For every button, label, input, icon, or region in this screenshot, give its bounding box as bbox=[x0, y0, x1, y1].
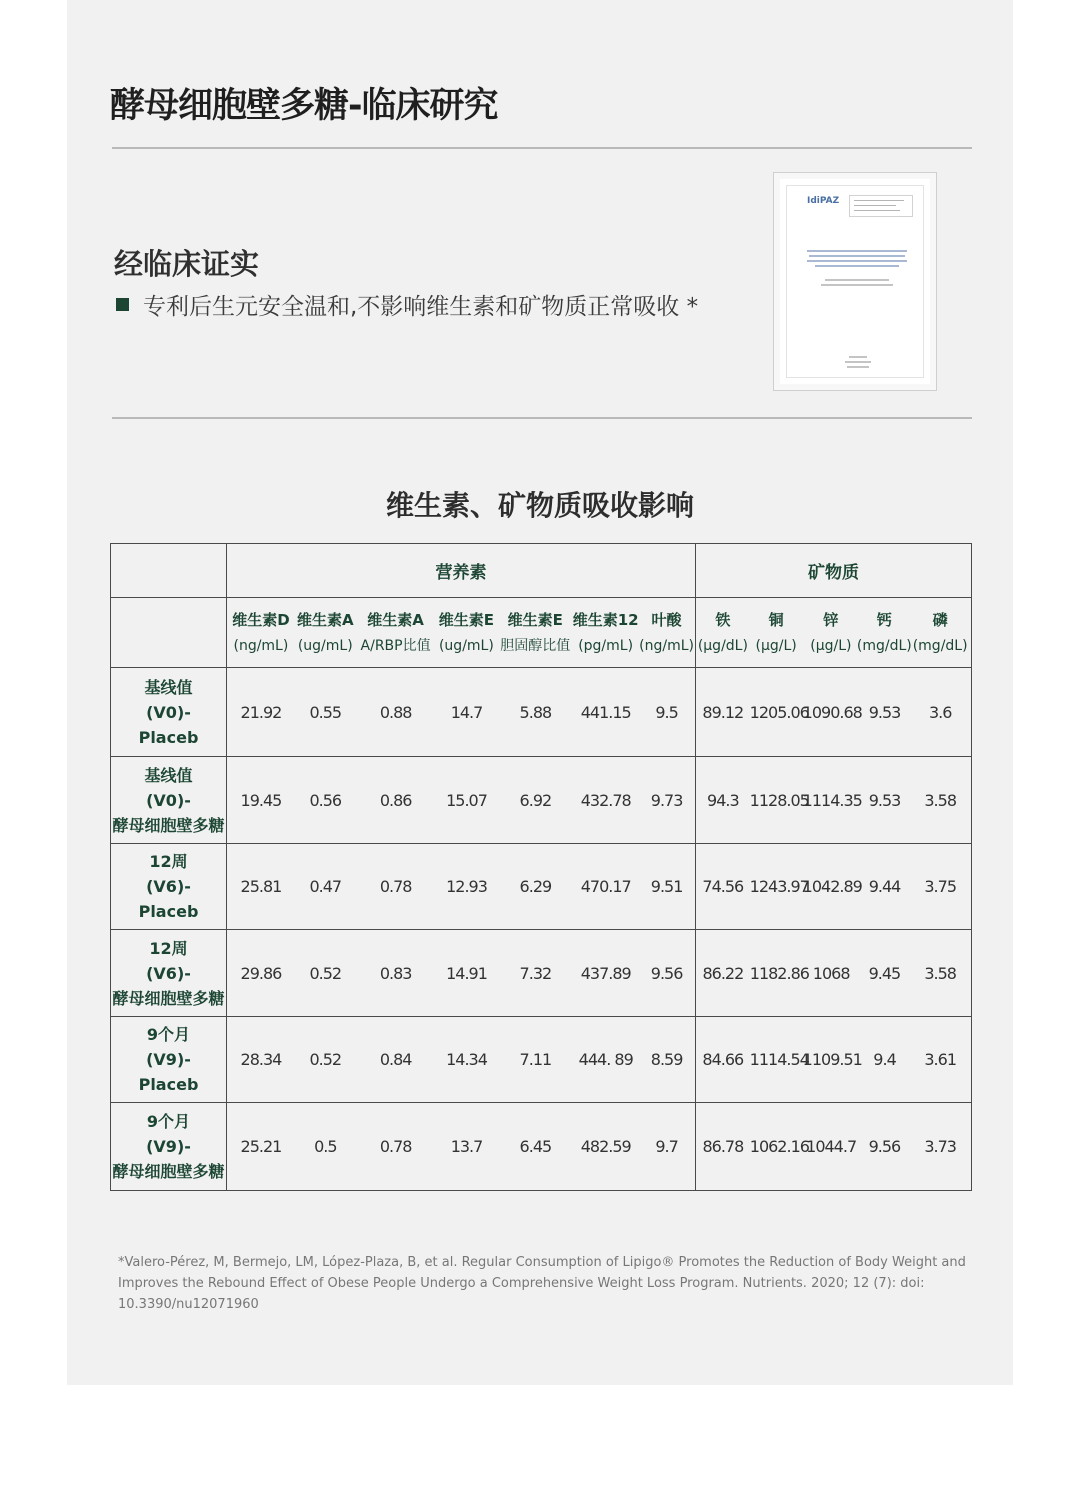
column-unit: (mg/dL) bbox=[856, 637, 912, 654]
value-cell: 3.73 bbox=[924, 1137, 956, 1156]
row-label bbox=[111, 668, 227, 757]
value-cell: 28.34 bbox=[240, 1050, 282, 1069]
value-cell: 9.53 bbox=[868, 790, 901, 810]
column-name: 维生素D bbox=[232, 610, 290, 629]
value-cell: 470.17 bbox=[580, 877, 631, 896]
value-cell: 9.56 bbox=[650, 963, 683, 983]
value-cell: 1128.05 bbox=[749, 790, 809, 810]
doc-header-box bbox=[849, 195, 913, 217]
row-label-line: 12周 bbox=[149, 938, 188, 958]
column-name: 磷 bbox=[932, 610, 948, 629]
doc-text-line bbox=[845, 361, 871, 363]
value-cell: 12.93 bbox=[446, 877, 487, 896]
value-cell: 0.83 bbox=[379, 963, 412, 983]
value-cell: 1243.97 bbox=[749, 877, 809, 896]
value-cell: 25.21 bbox=[240, 1137, 282, 1156]
nutrient-column-3 bbox=[356, 598, 436, 667]
column-unit: (ng/mL) bbox=[639, 637, 694, 654]
column-name: 叶酸 bbox=[651, 610, 682, 629]
column-unit: (mg/dL) bbox=[912, 637, 968, 654]
nutrient-column-5 bbox=[497, 598, 573, 667]
divider-middle bbox=[112, 417, 972, 419]
row-label-line: 酵母细胞壁多糖 bbox=[112, 988, 225, 1008]
row-label bbox=[111, 1017, 227, 1103]
value-cell: 1114.35 bbox=[802, 790, 862, 810]
value-cell: 14.7 bbox=[450, 702, 483, 722]
group-minerals: 矿物质 bbox=[696, 544, 972, 598]
value-cell: 1062.16 bbox=[749, 1137, 809, 1156]
row-label-line: 酵母细胞壁多糖 bbox=[112, 1162, 225, 1181]
absorption-table bbox=[110, 543, 972, 1191]
table-row bbox=[111, 1103, 972, 1191]
row-label-line: 12周 bbox=[149, 852, 188, 871]
value-cell: 9.5 bbox=[655, 702, 678, 722]
value-cell: 14.91 bbox=[446, 963, 487, 983]
row-label-line: Placeb bbox=[138, 727, 199, 747]
value-cell: 86.78 bbox=[702, 1137, 744, 1156]
doc-text-line bbox=[807, 260, 907, 262]
nutrient-column-1 bbox=[227, 598, 295, 667]
value-cell: 3.75 bbox=[924, 877, 956, 896]
value-cell: 437.89 bbox=[580, 963, 631, 983]
table-row bbox=[111, 930, 972, 1017]
value-cell: 1042.89 bbox=[802, 877, 862, 896]
nutrient-values bbox=[227, 930, 696, 1017]
nutrient-values bbox=[227, 668, 696, 757]
value-cell: 6.92 bbox=[519, 790, 552, 810]
value-cell: 441.15 bbox=[580, 702, 631, 722]
column-unit: (ng/mL) bbox=[233, 637, 289, 654]
doc-logo: IdiPAZ bbox=[807, 196, 840, 206]
value-cell: 3.58 bbox=[924, 963, 956, 983]
column-unit: (μg/L) bbox=[810, 637, 852, 654]
row-label-line: (V9)- bbox=[146, 1050, 191, 1069]
mineral-column-5 bbox=[909, 598, 971, 667]
column-name: 钙 bbox=[876, 610, 892, 629]
value-cell: 6.29 bbox=[519, 877, 552, 896]
row-label-line: Placeb bbox=[138, 1075, 199, 1094]
nutrient-column-6 bbox=[573, 598, 638, 667]
value-cell: 482.59 bbox=[580, 1137, 631, 1156]
value-cell: 6.45 bbox=[519, 1137, 552, 1156]
value-cell: 0.47 bbox=[309, 877, 342, 896]
value-cell: 0.88 bbox=[379, 702, 412, 722]
nutrient-values bbox=[227, 844, 696, 930]
doc-text-line bbox=[847, 366, 869, 368]
value-cell: 0.78 bbox=[379, 1137, 412, 1156]
value-cell: 9.44 bbox=[868, 877, 901, 896]
mineral-values bbox=[696, 1017, 972, 1103]
nutrient-column-headers bbox=[227, 598, 696, 668]
value-cell: 1090.68 bbox=[802, 702, 862, 722]
table-row bbox=[111, 844, 972, 930]
column-unit: (ug/mL) bbox=[297, 637, 353, 654]
mineral-column-3 bbox=[803, 598, 860, 667]
column-name: 维生素12 bbox=[572, 610, 639, 629]
value-cell: 1114.54 bbox=[749, 1050, 809, 1069]
value-cell: 25.81 bbox=[240, 877, 282, 896]
nutrient-column-4 bbox=[435, 598, 497, 667]
mineral-column-1 bbox=[696, 598, 750, 667]
value-cell: 3.6 bbox=[928, 702, 952, 722]
nutrient-column-2 bbox=[295, 598, 356, 667]
value-cell: 9.51 bbox=[650, 877, 683, 896]
column-name: 维生素A bbox=[296, 610, 354, 629]
value-cell: 0.52 bbox=[309, 1050, 342, 1069]
mineral-column-4 bbox=[856, 598, 912, 667]
mineral-column-headers bbox=[696, 598, 972, 668]
column-name: 铜 bbox=[768, 610, 784, 629]
value-cell: 1205.06 bbox=[749, 702, 809, 722]
column-unit: (μg/L) bbox=[755, 637, 797, 654]
clinical-heading: 经临床证实 bbox=[114, 247, 260, 281]
row-label-line: 基线值 bbox=[144, 677, 193, 697]
mineral-column-2 bbox=[750, 598, 803, 667]
value-cell: 0.86 bbox=[379, 790, 412, 810]
column-name: 维生素E bbox=[507, 610, 563, 629]
column-unit: (μg/dL) bbox=[697, 637, 748, 654]
value-cell: 84.66 bbox=[702, 1050, 744, 1069]
value-cell: 3.58 bbox=[924, 790, 956, 810]
table-row bbox=[111, 757, 972, 844]
value-cell: 86.22 bbox=[702, 963, 744, 983]
value-cell: 7.11 bbox=[519, 1050, 552, 1069]
value-cell: 8.59 bbox=[650, 1050, 683, 1069]
value-cell: 89.12 bbox=[702, 702, 744, 722]
column-name: 维生素E bbox=[438, 610, 495, 629]
value-cell: 0.55 bbox=[309, 702, 342, 722]
column-name: 维生素A bbox=[367, 610, 424, 629]
group-nutrients: 营养素 bbox=[227, 544, 696, 598]
value-cell: 0.5 bbox=[314, 1137, 337, 1156]
value-cell: 9.56 bbox=[868, 1137, 901, 1156]
mineral-values bbox=[696, 844, 972, 930]
value-cell: 5.88 bbox=[519, 702, 552, 722]
value-cell: 74.56 bbox=[702, 877, 744, 896]
table-row bbox=[111, 668, 972, 757]
value-cell: 444. 89 bbox=[578, 1050, 633, 1069]
value-cell: 9.53 bbox=[868, 702, 901, 722]
doc-text-line bbox=[821, 284, 893, 286]
column-name: 锌 bbox=[823, 610, 839, 629]
value-cell: 0.84 bbox=[379, 1050, 412, 1069]
value-cell: 29.86 bbox=[240, 963, 282, 983]
row-label-line: (V0)- bbox=[146, 790, 191, 810]
nutrient-column-7 bbox=[638, 598, 695, 667]
value-cell: 0.52 bbox=[309, 963, 342, 983]
column-unit: A/RBP比值 bbox=[360, 637, 431, 654]
value-cell: 1182.86 bbox=[749, 963, 809, 983]
value-cell: 13.7 bbox=[450, 1137, 483, 1156]
row-label-line: (V6)- bbox=[146, 877, 191, 896]
row-label-line: (V0)- bbox=[146, 702, 191, 722]
row-label-line: 9个月 bbox=[146, 1112, 191, 1131]
group-header-row bbox=[111, 544, 972, 598]
corner-cell bbox=[111, 598, 227, 668]
claim-text: 专利后生元安全温和,不影响维生素和矿物质正常吸收 * bbox=[143, 294, 699, 320]
row-label-line: 酵母细胞壁多糖 bbox=[112, 815, 225, 835]
row-label-line: (V6)- bbox=[146, 963, 191, 983]
nutrient-values bbox=[227, 1017, 696, 1103]
row-label bbox=[111, 1103, 227, 1191]
value-cell: 21.92 bbox=[240, 702, 282, 722]
doc-text-line bbox=[807, 250, 907, 252]
row-label-line: (V9)- bbox=[146, 1137, 191, 1156]
table-row bbox=[111, 1017, 972, 1103]
doc-text-line bbox=[809, 255, 905, 257]
row-label bbox=[111, 757, 227, 844]
page-title: 酵母细胞壁多糖-临床研究 bbox=[110, 86, 498, 126]
column-unit: (ug/mL) bbox=[438, 637, 494, 654]
value-cell: 9.4 bbox=[873, 1050, 896, 1069]
report-document-thumbnail bbox=[773, 172, 937, 391]
value-cell: 15.07 bbox=[446, 790, 487, 810]
corner-cell bbox=[111, 544, 227, 598]
row-label-line: 9个月 bbox=[146, 1025, 191, 1044]
doc-text-line bbox=[815, 265, 899, 267]
column-name: 铁 bbox=[715, 610, 731, 629]
value-cell: 1044.7 bbox=[806, 1137, 857, 1156]
mineral-values bbox=[696, 930, 972, 1017]
value-cell: 9.73 bbox=[650, 790, 683, 810]
value-cell: 9.45 bbox=[868, 963, 901, 983]
doc-text-line bbox=[849, 356, 867, 358]
value-cell: 432.78 bbox=[580, 790, 631, 810]
column-header-row bbox=[111, 598, 972, 668]
table-heading: 维生素、矿物质吸收影响 bbox=[385, 489, 694, 522]
mineral-values bbox=[696, 668, 972, 757]
value-cell: 94.3 bbox=[707, 790, 739, 810]
report-page bbox=[786, 185, 924, 378]
row-label bbox=[111, 930, 227, 1017]
value-cell: 0.56 bbox=[309, 790, 342, 810]
value-cell: 1068 bbox=[812, 963, 850, 983]
bullet-square-icon bbox=[116, 298, 129, 311]
value-cell: 14.34 bbox=[446, 1050, 487, 1069]
mineral-values bbox=[696, 1103, 972, 1191]
row-label bbox=[111, 844, 227, 930]
divider-top bbox=[112, 147, 972, 149]
nutrient-values bbox=[227, 757, 696, 844]
value-cell: 3.61 bbox=[924, 1050, 956, 1069]
mineral-values bbox=[696, 757, 972, 844]
value-cell: 19.45 bbox=[240, 790, 282, 810]
value-cell: 0.78 bbox=[379, 877, 412, 896]
doc-text-line bbox=[825, 279, 889, 281]
footnote-citation: *Valero-Pérez, M, Bermejo, LM, López-Plaza, B, et al. Regular Consumption of Lipigo® Promotes the Reduction of Body Weight and Improves the Rebound Effect of Obese People Undergo a Comprehensive Weight Loss Program. Nutrients. 2020; 12 (7): doi: 10.3390/nu12071960 bbox=[118, 1255, 966, 1312]
value-cell: 7.32 bbox=[519, 963, 552, 983]
column-unit: (pg/mL) bbox=[578, 637, 634, 654]
column-unit: 胆固醇比值 bbox=[500, 637, 571, 654]
claim-item bbox=[116, 288, 698, 321]
row-label-line: 基线值 bbox=[144, 765, 193, 785]
value-cell: 1109.51 bbox=[802, 1050, 862, 1069]
value-cell: 9.7 bbox=[655, 1137, 678, 1156]
row-label-line: Placeb bbox=[138, 902, 199, 921]
nutrient-values bbox=[227, 1103, 696, 1191]
